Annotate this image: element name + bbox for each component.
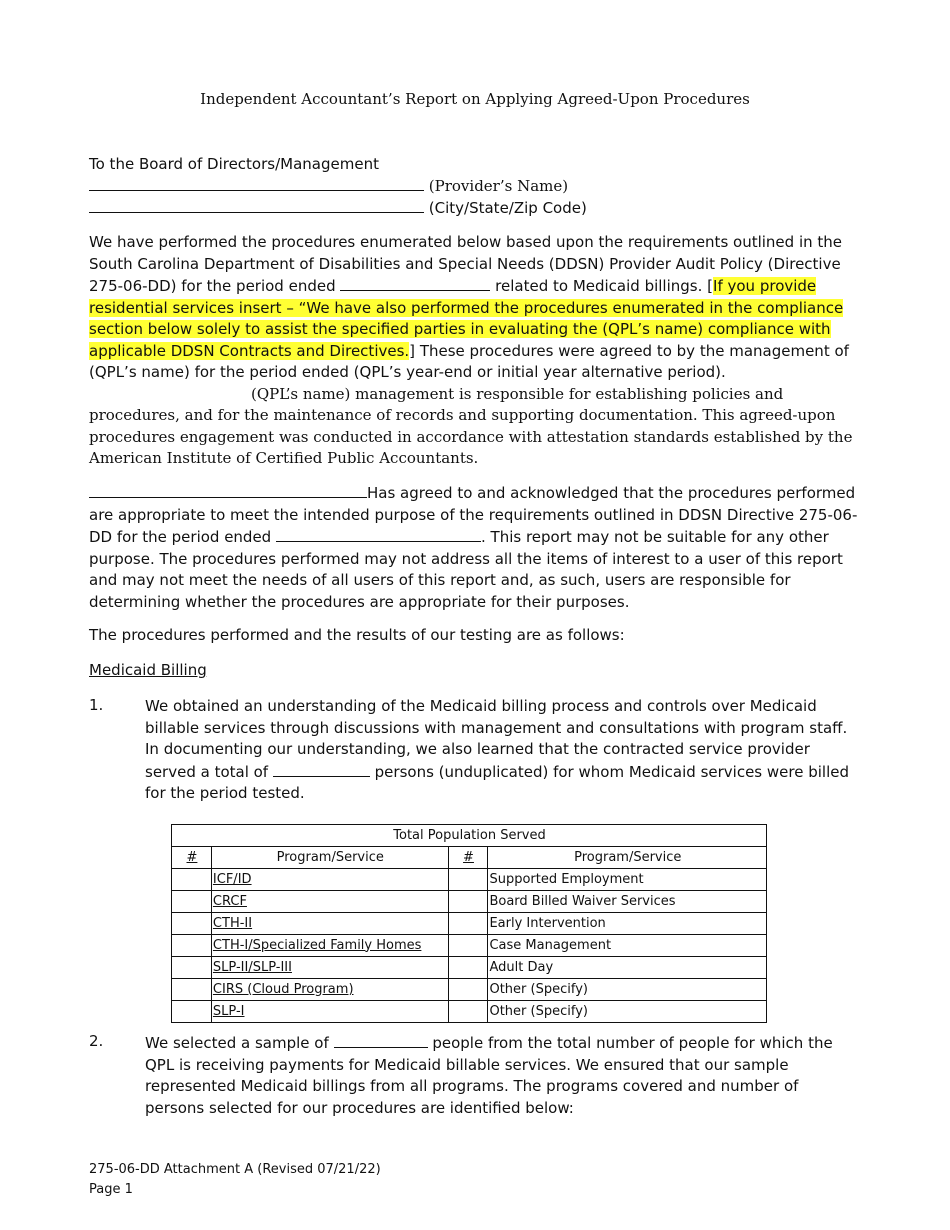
service-left: SLP-I [211, 1001, 448, 1023]
count-input-right[interactable] [448, 913, 488, 935]
item1-sentence1: We obtained an understanding of the Medicaid billing process and controls over Medicaid billable services through discussions with management and consultations with program staff. In documenting our understanding, we also learned that the contracted service provider served a total of [145, 697, 848, 781]
item2-sentence1: We selected a sample of [145, 1034, 329, 1052]
service-left: ICF/ID [211, 869, 448, 891]
bracket-close: ] [409, 341, 416, 360]
city-blank[interactable] [89, 197, 424, 213]
count-input-right[interactable] [448, 891, 488, 913]
paragraph-procedures [89, 232, 861, 470]
period-ended-blank-2[interactable] [276, 526, 481, 542]
count-input-left[interactable] [172, 1001, 212, 1023]
section-heading: Medicaid Billing [89, 661, 207, 679]
page-footer [89, 1160, 381, 1200]
city-line [89, 197, 861, 220]
header-count-left: # [172, 847, 212, 869]
count-input-right[interactable] [448, 935, 488, 957]
table-caption-row [172, 825, 767, 847]
count-input-left[interactable] [172, 957, 212, 979]
paragraph-agreement [89, 482, 861, 613]
header-count-right: # [448, 847, 488, 869]
count-input-left[interactable] [172, 891, 212, 913]
population-table [171, 824, 767, 1023]
table-caption: Total Population Served [172, 825, 767, 847]
service-left: SLP-II/SLP-III [211, 957, 448, 979]
service-left: CRCF [211, 891, 448, 913]
table-row [172, 935, 767, 957]
count-input-right[interactable] [448, 957, 488, 979]
bracket-open: [ [707, 277, 714, 295]
footer-revision: 275-06-DD Attachment A (Revised 07/21/22) [89, 1162, 381, 1177]
table-row [172, 869, 767, 891]
table-row [172, 957, 767, 979]
sample-size-blank[interactable] [334, 1032, 428, 1048]
item2-text [145, 1032, 861, 1119]
item1-number: 1. [89, 696, 104, 714]
item1-text [145, 696, 861, 805]
para1-sentence2: related to Medicaid billings. [495, 277, 703, 295]
header-service-left: Program/Service [211, 847, 448, 869]
paragraph-results-intro: The procedures performed and the results of our testing are as follows: [89, 626, 625, 644]
para1-sentence3: These procedures were agreed to by the management of (QPL’s name) for the period ended (QPL’s year-end or initial year alternative period). [89, 341, 849, 381]
table-row [172, 891, 767, 913]
provider-name-label: (Provider’s Name) [428, 177, 569, 195]
period-ended-blank[interactable] [340, 275, 490, 291]
provider-name-line [89, 175, 861, 198]
count-input-right[interactable] [448, 979, 488, 1001]
service-right: Case Management [488, 935, 767, 957]
count-input-left[interactable] [172, 935, 212, 957]
item1-sentence2: persons (unduplicated) for whom Medicaid services were billed for the period tested. [145, 762, 849, 802]
table-row [172, 913, 767, 935]
persons-served-blank[interactable] [273, 761, 370, 777]
table-row [172, 979, 767, 1001]
service-right: Supported Employment [488, 869, 767, 891]
count-input-right[interactable] [448, 1001, 488, 1023]
service-left: CIRS (Cloud Program) [211, 979, 448, 1001]
para1-sentence4: (QPL’s name) management is responsible for establishing policies and procedures, and for the maintenance of records and supporting documentation. This agreed-upon procedures engagement was conducted in accordance with attestation standards established by the American Institute of Certified Public Accountants. [89, 384, 853, 467]
addressee-line: To the Board of Directors/Management [89, 155, 379, 173]
item2-sentence2: people from the total number of people for which the QPL is receiving payments for Medicaid billable services. We ensured that our sample represented Medicaid billings from all programs. The programs covered and number of persons selected for our procedures are identified below: [145, 1034, 833, 1117]
service-right: Board Billed Waiver Services [488, 891, 767, 913]
para2-sentence2: . This report may not be suitable for any other purpose. The procedures performed may not address all the items of interest to a user of this report and may not meet the needs of all users of this report and, as such, users are responsible for determining whether the procedures are appropriate for their purposes. [89, 528, 843, 611]
service-right: Other (Specify) [488, 979, 767, 1001]
service-left: CTH-II [211, 913, 448, 935]
provider-name-blank[interactable] [89, 175, 424, 191]
service-right: Adult Day [488, 957, 767, 979]
para1-sentence1: We have performed the procedures enumerated below based upon the requirements outlined in the South Carolina Department of Disabilities and Special Needs (DDSN) Provider Audit Policy (Directive 275-06-DD) for the period ended [89, 233, 843, 295]
para2-sentence1: Has agreed to and acknowledged that the procedures performed are appropriate to meet the intended purpose of the requirements outlined in DDSN Directive 275-06-DD for the period ended [89, 484, 858, 546]
item2-number: 2. [89, 1032, 104, 1050]
table-header-row [172, 847, 767, 869]
service-right: Early Intervention [488, 913, 767, 935]
service-right: Other (Specify) [488, 1001, 767, 1023]
header-service-right: Program/Service [488, 847, 767, 869]
footer-page-number: Page 1 [89, 1182, 133, 1197]
agreeing-party-blank[interactable] [89, 482, 367, 498]
count-input-left[interactable] [172, 869, 212, 891]
report-title: Independent Accountant’s Report on Applying Agreed-Upon Procedures [200, 90, 750, 108]
count-input-right[interactable] [448, 869, 488, 891]
service-left: CTH-I/Specialized Family Homes [211, 935, 448, 957]
count-input-left[interactable] [172, 913, 212, 935]
residential-services-highlight: If you provide residential services insert – “We have also performed the procedures enumerated in the compliance section below solely to assist the specified parties in evaluating the (QPL’s name) compliance with applicable DDSN Contracts and Directives. [89, 277, 844, 360]
count-input-left[interactable] [172, 979, 212, 1001]
city-label: (City/State/Zip Code) [428, 199, 587, 217]
table-row [172, 1001, 767, 1023]
